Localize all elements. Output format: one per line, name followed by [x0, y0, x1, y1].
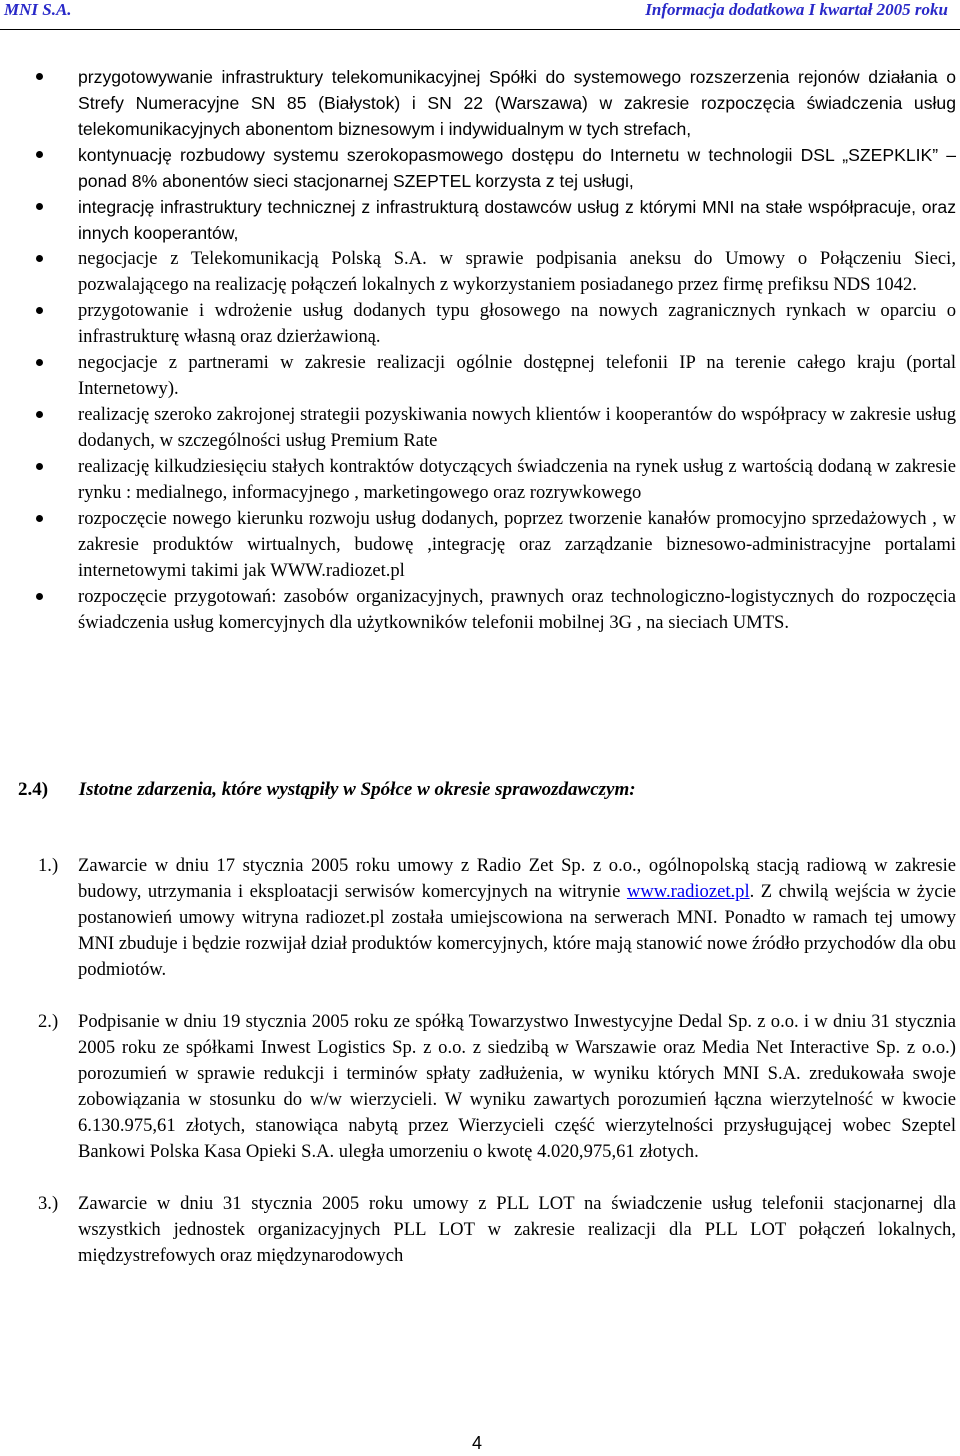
list-item [0, 142, 960, 194]
header-company: MNI S.A. [4, 0, 72, 19]
list-item [0, 194, 960, 246]
list-item [0, 584, 960, 636]
radiozet-link[interactable]: www.radiozet.pl [626, 881, 750, 902]
list-item-text: przygotowywanie infrastruktury telekomunikacyjnej Spółki do systemowego rozszerzenia rejonów działania o Strefy Numeracyjne SN 85 (Białystok) i SN 22 (Warszawa) w zakresie rozpoczęcia świadczenia usług telekomunikacyjnych abonentom biznesowym i indywidualnym w tych strefach, [78, 67, 956, 139]
list-item-text: rozpoczęcie nowego kierunku rozwoju usług dodanych, poprzez tworzenie kanałów promocyjno sprzedażowych , w zakresie produktów wirtualnych, budowę ,integrację oraz zarządzanie biznesowo-administracyjne portalami internetowymi takimi jak WWW.radiozet.pl [78, 508, 956, 581]
section-number: 2.4) [18, 779, 49, 800]
list-item [0, 246, 960, 298]
event-text: Podpisanie w dniu 19 stycznia 2005 roku ze spółką Towarzystwo Inwestycyjne Dedal Sp. z o.o. i w dniu 31 stycznia 2005 roku ze spółkami Inwest Logistics Sp. z o.o. z siedzibą w Warszawie oraz Media Net Interactive Sp. z o.o.) porozumień w sprawie redukcji i terminów spłaty zadłużenia, w wyniku których MNI S.A. zredukowała swoje zobowiązania w stosunku do w/w wierzycieli. W wyniku zawartych porozumień łączna wierzytelność w kwocie 6.130.975,61 złotych, stanowiąca nabytą przez Wierzycieli część wierzytelności przysługującej wobec Szeptel Bankowi Polska Kasa Opieki S.A. uległa umorzeniu o kwotę 4.020,975,61 złotych. [78, 1011, 956, 1162]
event-text: Zawarcie w dniu 31 stycznia 2005 roku umowy z PLL LOT na świadczenie usług telefonii stacjonarnej dla wszystkich jednostek organizacyjnych PLL LOT w zakresie realizacji dla PLL LOT połączeń lokalnych, międzystrefowych oraz międzynarodowych [78, 1193, 956, 1266]
list-item-text: przygotowanie i wdrożenie usług dodanych typu głosowego na nowych zagranicznych rynkach w oparciu o infrastrukturę własną oraz dzierżawioną. [78, 300, 956, 347]
event-item [0, 1009, 960, 1165]
section-heading [18, 777, 948, 803]
list-item-text: kontynuację rozbudowy systemu szerokopasmowego dostępu do Internetu w technologii DSL „SZEPKLIK” – ponad 8% abonentów sieci stacjonarnej SZEPTEL korzysta z tej usługi, [78, 145, 956, 191]
event-number: 2.) [38, 1011, 59, 1032]
event-text [78, 853, 956, 983]
page-number: 4 [472, 1433, 483, 1453]
section-title: Istotne zdarzenia, które wystąpiły w Spółce w okresie sprawozdawczym: [78, 779, 636, 800]
list-item [0, 402, 960, 454]
event-number: 3.) [38, 1193, 59, 1214]
header-report-title: Informacja dodatkowa I kwartał 2005 roku [645, 0, 948, 19]
list-item [0, 64, 960, 142]
list-item-text: negocjacje z partnerami w zakresie realizacji ogólnie dostępnej telefonii IP na terenie całego kraju (portal Internetowy). [78, 352, 956, 399]
list-item-text: integrację infrastruktury technicznej z infrastrukturą dostawców usług z którymi MNI na stałe współpracuje, oraz innych kooperantów, [78, 197, 956, 243]
bullet-list [0, 64, 960, 636]
events-list [0, 853, 960, 1295]
list-item [0, 350, 960, 402]
event-number: 1.) [38, 855, 59, 876]
page-header [0, 0, 960, 30]
event-text-part: Zawarcie w dniu 17 stycznia 2005 roku umowy z Radio Zet Sp. z o.o., ogólnopolską stacją radiową w zakresie budowy, utrzymania i eksploatacji serwisów komercyjnych na witrynie [78, 855, 956, 902]
event-item [0, 1191, 960, 1269]
list-item [0, 298, 960, 350]
list-item-text: realizację szeroko zakrojonej strategii pozyskiwania nowych klientów i kooperantów do współpracy w zakresie usług dodanych, w szczególności usług Premium Rate [78, 404, 956, 451]
list-item-text: negocjacje z Telekomunikacją Polską S.A. w sprawie podpisania aneksu do Umowy o Połączeniu Sieci, pozwalającego na realizację połączeń lokalnych z wykorzystaniem posiadanego przez firmę prefiksu NDS 1042. [78, 248, 956, 295]
event-item [0, 853, 960, 983]
list-item [0, 506, 960, 584]
event-text-part: . Z chwilą wejścia w życie postanowień umowy witryna radiozet.pl została umiejscowiona na serwerach MNI. Ponadto w ramach tej umowy MNI zbuduje i będzie rozwijał dział produktów komercyjnych, które mają stanowić nowe źródło przychodów dla obu podmiotów. [78, 881, 956, 980]
list-item-text: rozpoczęcie przygotowań: zasobów organizacyjnych, prawnych oraz technologiczno-logistycznych do rozpoczęcia świadczenia usług komercyjnych dla użytkowników telefonii mobilnej 3G , na sieciach UMTS. [78, 586, 956, 633]
list-item [0, 454, 960, 506]
list-item-text: realizację kilkudziesięciu stałych kontraktów dotyczących świadczenia na rynek usług z wartością dodaną w zakresie rynku : medialnego, informacyjnego , marketingowego oraz rozrywkowego [78, 456, 956, 503]
